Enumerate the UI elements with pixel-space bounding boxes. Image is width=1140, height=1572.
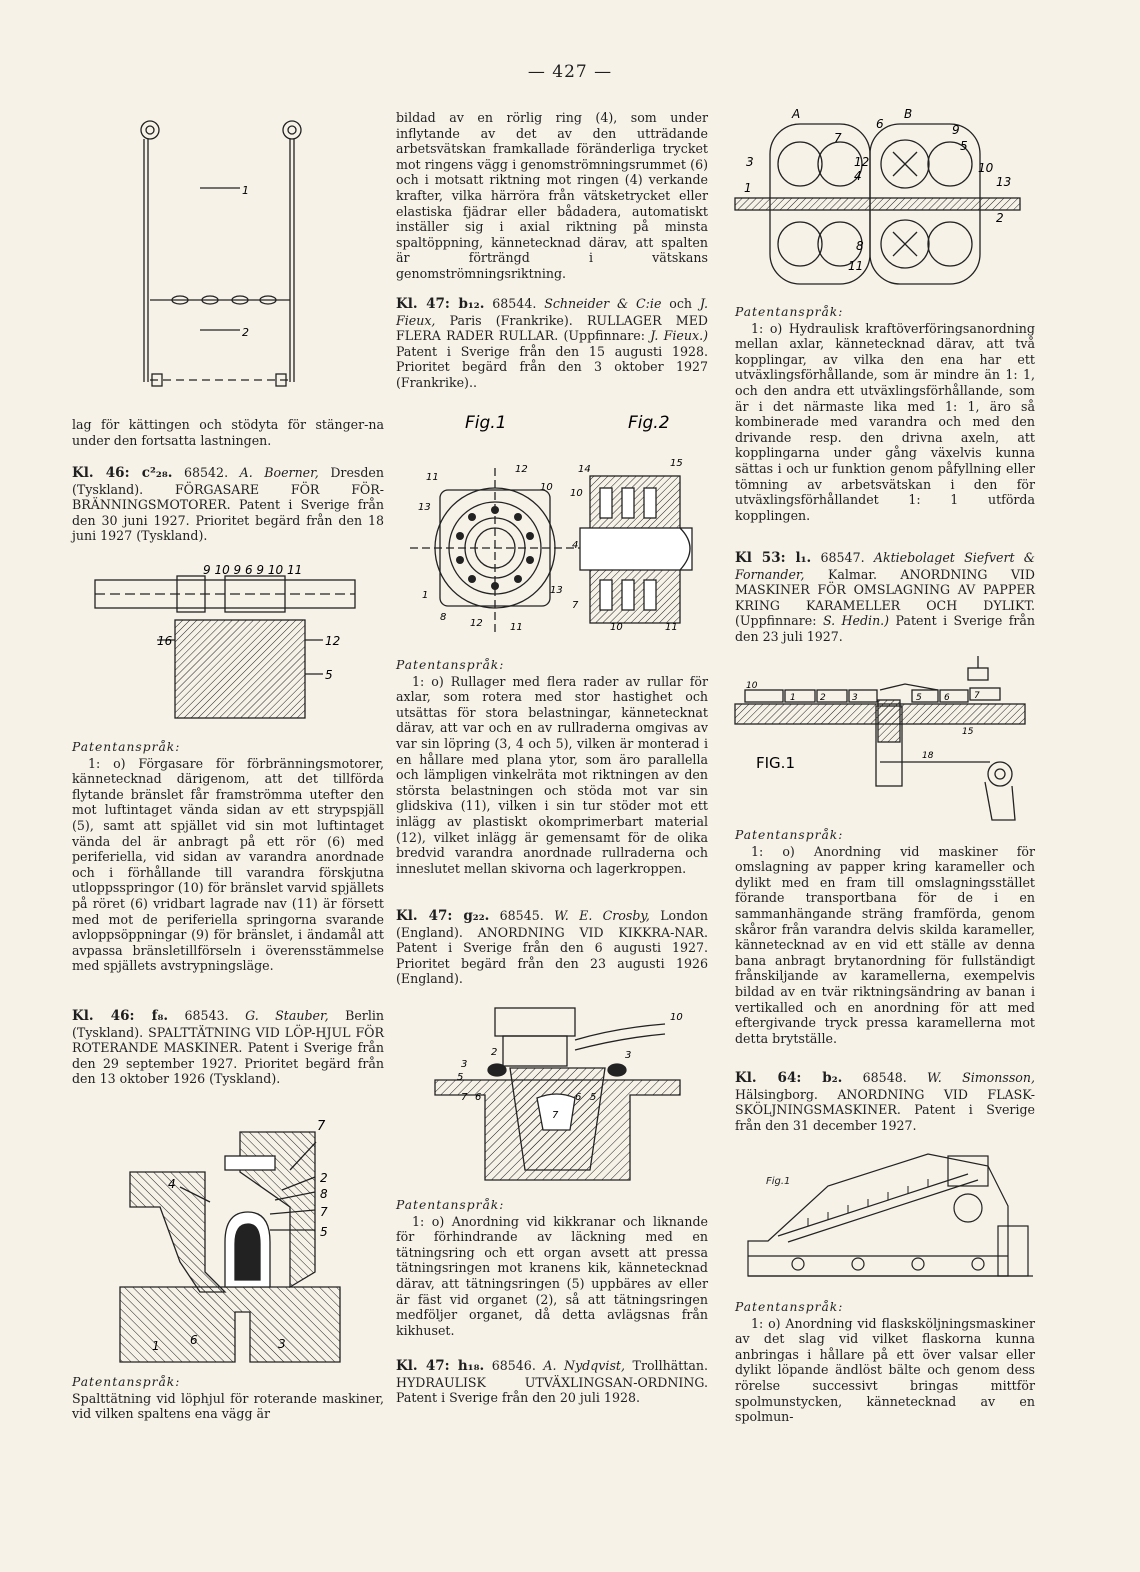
class-code: Kl. 47: h₁₈. xyxy=(396,1358,485,1374)
applicant-name-2: J. Fieux, xyxy=(396,296,708,328)
svg-text:Fig.1: Fig.1 xyxy=(766,1176,791,1187)
svg-text:5: 5 xyxy=(916,693,922,703)
patent-number: 68546. xyxy=(491,1358,536,1373)
svg-text:11: 11 xyxy=(426,472,439,483)
svg-text:10: 10 xyxy=(540,482,553,493)
figure-chain-loading xyxy=(130,112,310,402)
page-number: — 427 — xyxy=(527,62,613,82)
svg-text:10: 10 xyxy=(670,1012,683,1023)
svg-text:15: 15 xyxy=(670,458,683,469)
entry-text: Berlin (Tyskland). SPALTTÄTNING VID LÖP-HJUL FÖR ROTERANDE MASKINER. Patent i Sverige från den 29 september 1927. Prioritet begärd från den 13 oktober 1926 (Tyskland). xyxy=(72,1008,384,1087)
fig-label: FIG.1 xyxy=(756,754,795,772)
svg-text:4: 4 xyxy=(168,1177,176,1191)
class-code: Kl. 46: f₈. xyxy=(72,1008,169,1024)
claims-heading: Patentanspråk: xyxy=(396,1198,505,1212)
entry-text: och xyxy=(669,296,693,311)
svg-text:B: B xyxy=(904,107,913,121)
figure-roller-bearing xyxy=(400,408,710,650)
fig-label-5: 5 xyxy=(325,668,333,682)
class-code: Kl. 64: b₂. xyxy=(735,1070,843,1086)
svg-text:7: 7 xyxy=(834,131,842,145)
figure-gap-seal xyxy=(110,1112,350,1370)
entry-text: Dresden (Tyskland). FÖRGASARE FÖR FÖR-BRÄNNINGSMOTORER. Patent i Sverige från den 30 juni 1927. Prioritet begärd från den 18 juni 1927 (Tyskland). xyxy=(72,465,384,544)
svg-text:18: 18 xyxy=(922,751,934,761)
svg-text:7: 7 xyxy=(974,691,980,701)
svg-text:6: 6 xyxy=(190,1333,198,1347)
inventor-name: S. Hedin.) xyxy=(822,613,890,629)
svg-text:11: 11 xyxy=(665,622,678,633)
class-code: Kl. 47: b₁₂. xyxy=(396,296,485,312)
svg-text:4: 4 xyxy=(572,540,579,551)
applicant-name: Schneider & C:ie xyxy=(544,296,662,311)
applicant-name: A. Nydqvist, xyxy=(543,1358,625,1373)
claims-text: 1: o) Anordning vid maskiner för omslagning av papper kring karameller och dylikt med en fram till omslagningsstället förande transportbana för de i en sammanhängande sträng framförda, genom skåror från varandra delvis skilda karameller, kännetecknad av en vid ett ställe av denna bana anbragt brytanordning för fullständigt frånskiljande av karamellerna, exempelvis bildad av en tvär riktningsändring av banan i vertikalled och en anordning för att med eftergivande tryck pressa karamellerna mot detta brytställe. xyxy=(735,843,1035,1046)
patent-number: 68542. xyxy=(184,465,229,480)
claims-text: 1: o) Förgasare för förbränningsmotorer, kännetecknad därigenom, att det tillförda flytande bränslet får framströmma utefter den mot luftintaget vända sidan av ett strypspjäll (5), samt att spjället vid sin mot luftintaget vända del är anbragt på ett rör (6) med periferiella, vid sidan av varandra anordnade och i förhållande till varandra förskjutna utloppsspringor (10) för bränslet varvid spjällets på röret (6) vridbart lagrade nav (11) är försett med mot de periferiella springorna svarande avloppsöppningar (9) för bränslet, i ändamål att avpassa bränsletillförseln i överensstämmelse med spjällets avstrypningsläge. xyxy=(72,755,384,974)
svg-text:5: 5 xyxy=(960,139,968,153)
applicant-name: A. Boerner, xyxy=(239,465,319,480)
claims-heading: Patentanspråk: xyxy=(72,1375,181,1389)
claims-heading: Patentanspråk: xyxy=(396,658,505,672)
claims-heading: Patentanspråk: xyxy=(735,1300,844,1314)
figure-stopcock xyxy=(425,1000,690,1185)
svg-text:2: 2 xyxy=(491,1047,498,1058)
claims-heading: Patentanspråk: xyxy=(735,305,844,319)
entry-text: London (England). ANORDNING VID KIKKRA-NAR. Patent i Sverige från den 6 augusti 1927. Prioritet begärd från den 23 augusti 1926 (England). xyxy=(396,908,708,987)
class-code: Kl 53: l₁. xyxy=(735,550,812,566)
svg-text:14: 14 xyxy=(578,464,591,475)
svg-text:2: 2 xyxy=(320,1171,328,1185)
svg-text:10: 10 xyxy=(610,622,623,633)
figure-candy-wrapping xyxy=(730,652,1030,824)
applicant-name: W. E. Crosby, xyxy=(554,908,650,923)
svg-text:11: 11 xyxy=(510,622,523,633)
entry-68546 xyxy=(396,1358,708,1406)
figure-bottle-washer xyxy=(738,1146,1038,1286)
svg-text:1: 1 xyxy=(790,693,796,703)
applicant-name: G. Stauber, xyxy=(245,1008,329,1023)
applicant-name: Aktiebolaget Siefvert & Fornander, xyxy=(735,550,1035,582)
svg-text:13: 13 xyxy=(418,502,431,513)
svg-text:5: 5 xyxy=(590,1092,597,1103)
patent-number: 68547. xyxy=(820,550,865,565)
svg-text:2: 2 xyxy=(996,211,1004,225)
svg-text:3: 3 xyxy=(625,1050,632,1061)
svg-text:A: A xyxy=(792,107,801,121)
svg-text:15: 15 xyxy=(962,727,974,737)
svg-text:13: 13 xyxy=(996,175,1012,189)
patent-number: 68544. xyxy=(492,296,537,311)
patent-number: 68545. xyxy=(499,908,544,923)
svg-text:10: 10 xyxy=(978,161,994,175)
entry-text: Patent i Sverige från den 23 juli 1927. xyxy=(735,613,1036,644)
svg-text:3: 3 xyxy=(746,155,754,169)
text-col2-top: bildad av en rörlig ring (4), som under inflytande av det av den utträdande arbetsvätskan framkallade föränderliga trycket mot ringens vägg i genomströmningsrummet (6) och i motsatt riktning mot ringen (4) verkande krafter, vilka härröra från vätsketrycket eller elastiska fjädrar eller bådadera, automatiskt inställer sig i axial riktning på minsta spaltöppning, kännetecknad därav, att spalten är förträngd i vätskans genomströmningsriktning. xyxy=(396,110,708,281)
entry-text: Hälsingborg. ANORDNING VID FLASK-SKÖLJNINGSMASKINER. Patent i Sverige från den 31 december 1927. xyxy=(735,1086,1035,1133)
svg-text:3: 3 xyxy=(278,1337,286,1351)
svg-text:12: 12 xyxy=(515,464,528,475)
entry-text: Patent i Sverige från den 15 augusti 1928. Prioritet begärd från den 3 oktober 1927 (Frankrike).. xyxy=(396,343,708,390)
entry-68544 xyxy=(396,296,708,391)
claims-text: 1: o) Rullager med flera rader av rullar för axlar, som rotera med stor hastighet och utsättas för stora belastningar, kännetecknat därav, att var och en av rullraderna omgivas av var sin löpring (3, 4 och 5), vilken är monterad i en hållare med plana ytor, som äro parallella och lämpligen vinkelräta mot riktningen av den största belastningen och stöda mot var sin glidskiva (11), vilken i sin tur stöder mot ett inlägg av plastiskt okomprimerbart material (12), vilket inlägg är gemensamt för de olika bredvid varandra anordnade rullraderna och inneslutet mellan skivorna och lagerkroppen. xyxy=(396,673,708,876)
svg-text:2: 2 xyxy=(820,693,826,703)
svg-text:10: 10 xyxy=(570,488,583,499)
claims-heading: Patentanspråk: xyxy=(735,828,844,842)
claims-text: 1: o) Anordning vid flasksköljningsmaskiner av det slag vid vilket flaskorna kunna anbringas i hållare på ett över valsar eller dylikt löpande ändlöst bälte och genom dess rörelse successivt bringas mittför spolmunstycken, kännetecknad av en spolmun- xyxy=(735,1315,1035,1425)
svg-text:7: 7 xyxy=(552,1110,559,1121)
svg-text:9: 9 xyxy=(952,123,960,137)
svg-text:10: 10 xyxy=(746,681,758,691)
entry-68542 xyxy=(72,465,384,544)
svg-text:6: 6 xyxy=(944,693,950,703)
svg-text:13: 13 xyxy=(550,585,563,596)
fig-label-top: 9 10 9 6 9 10 11 xyxy=(203,563,303,577)
entry-text: Kalmar. ANORDNING VID MASKINER FÖR OMSLAGNING AV PAPPER KRING KARAMELLER OCH DYLIKT. (Uppfinnare: xyxy=(735,566,1035,629)
figure-hydraulic-coupling xyxy=(730,104,1030,294)
figure-carburetor xyxy=(85,562,375,732)
svg-text:4: 4 xyxy=(854,169,862,183)
text-col1-top: lag för kättingen och stödyta för stänger-na under den fortsatta lastningen. xyxy=(72,417,384,448)
svg-text:1: 1 xyxy=(152,1339,160,1353)
svg-text:12: 12 xyxy=(470,618,483,629)
svg-text:3: 3 xyxy=(461,1059,468,1070)
entry-text: Trollhättan. HYDRAULISK UTVÄXLINGSAN-ORDNING. Patent i Sverige från den 20 juli 1928. xyxy=(396,1358,708,1406)
claims-text: Spalttätning vid löphjul för roterande maskiner, vid vilken spaltens ena vägg är xyxy=(72,1390,384,1422)
svg-text:8: 8 xyxy=(440,612,447,623)
entry-68543 xyxy=(72,1008,384,1087)
svg-text:8: 8 xyxy=(856,239,864,253)
svg-text:12: 12 xyxy=(854,155,870,169)
svg-text:6: 6 xyxy=(876,117,884,131)
entry-68545 xyxy=(396,908,708,987)
claims-heading: Patentanspråk: xyxy=(72,740,181,754)
class-code: Kl. 47: g₂₂. xyxy=(396,908,490,924)
fig1-label: Fig.1 xyxy=(465,413,507,433)
fig2-label: Fig.2 xyxy=(628,413,670,433)
patent-number: 68543. xyxy=(184,1008,229,1023)
claims-text: 1: o) Anordning vid kikkranar och liknande för förhindrande av läckning med en tätningsring och ett organ avsett att pressa tätningsringen mot kranens kik, kännetecknad därav, att tätningsringen (5) uppbäres av eller är fäst vid organet (2), så att tätningsringen medföljer organet, då detta avlägsnas från kikhuset. xyxy=(396,1213,708,1338)
entry-68547 xyxy=(735,550,1035,645)
claims-text: 1: o) Hydraulisk kraftöverföringsanordning mellan axlar, kännetecknad därav, att två kopplingar, av vilka den ena har ett utväxlingsförhållande, som är mindre än 1: 1, och den andra ett utväxlingsförhållande, som är i det närmaste lika med 1: 1, äro så kombinerade med varandra och med den drivande resp. den drivna axeln, att kopplingarna under gång växelvis kunna sättas i och ur funktion genom påfyllning eller tömning av arbetsvätskan i den för utväxlingsförhållandet 1: 1 utförda kopplingen. xyxy=(735,320,1035,523)
svg-text:7: 7 xyxy=(320,1205,328,1219)
applicant-name: W. Simonsson, xyxy=(927,1070,1035,1085)
class-code: Kl. 46: c²₂₈. xyxy=(72,465,173,481)
entry-text: Paris (Frankrike). RULLAGER MED FLERA RADER RULLAR. (Uppfinnare: xyxy=(396,312,708,344)
svg-text:6: 6 xyxy=(575,1092,582,1103)
svg-text:6: 6 xyxy=(475,1092,482,1103)
inventor-name: J. Fieux.) xyxy=(650,328,708,344)
svg-text:7: 7 xyxy=(461,1092,468,1103)
entry-68548 xyxy=(735,1070,1035,1133)
svg-text:5: 5 xyxy=(320,1225,328,1239)
svg-text:7: 7 xyxy=(317,1119,326,1134)
fig-label-12: 12 xyxy=(325,634,341,648)
svg-text:3: 3 xyxy=(852,693,858,703)
fig-label-16: 16 xyxy=(157,634,173,648)
svg-text:2: 2 xyxy=(242,326,249,339)
svg-text:1: 1 xyxy=(422,590,429,601)
svg-text:11: 11 xyxy=(848,259,864,273)
patent-number: 68548. xyxy=(862,1070,907,1085)
svg-text:7: 7 xyxy=(572,600,579,611)
svg-text:5: 5 xyxy=(457,1072,464,1083)
svg-text:1: 1 xyxy=(744,181,752,195)
svg-text:8: 8 xyxy=(320,1187,328,1201)
svg-text:1: 1 xyxy=(242,184,249,197)
